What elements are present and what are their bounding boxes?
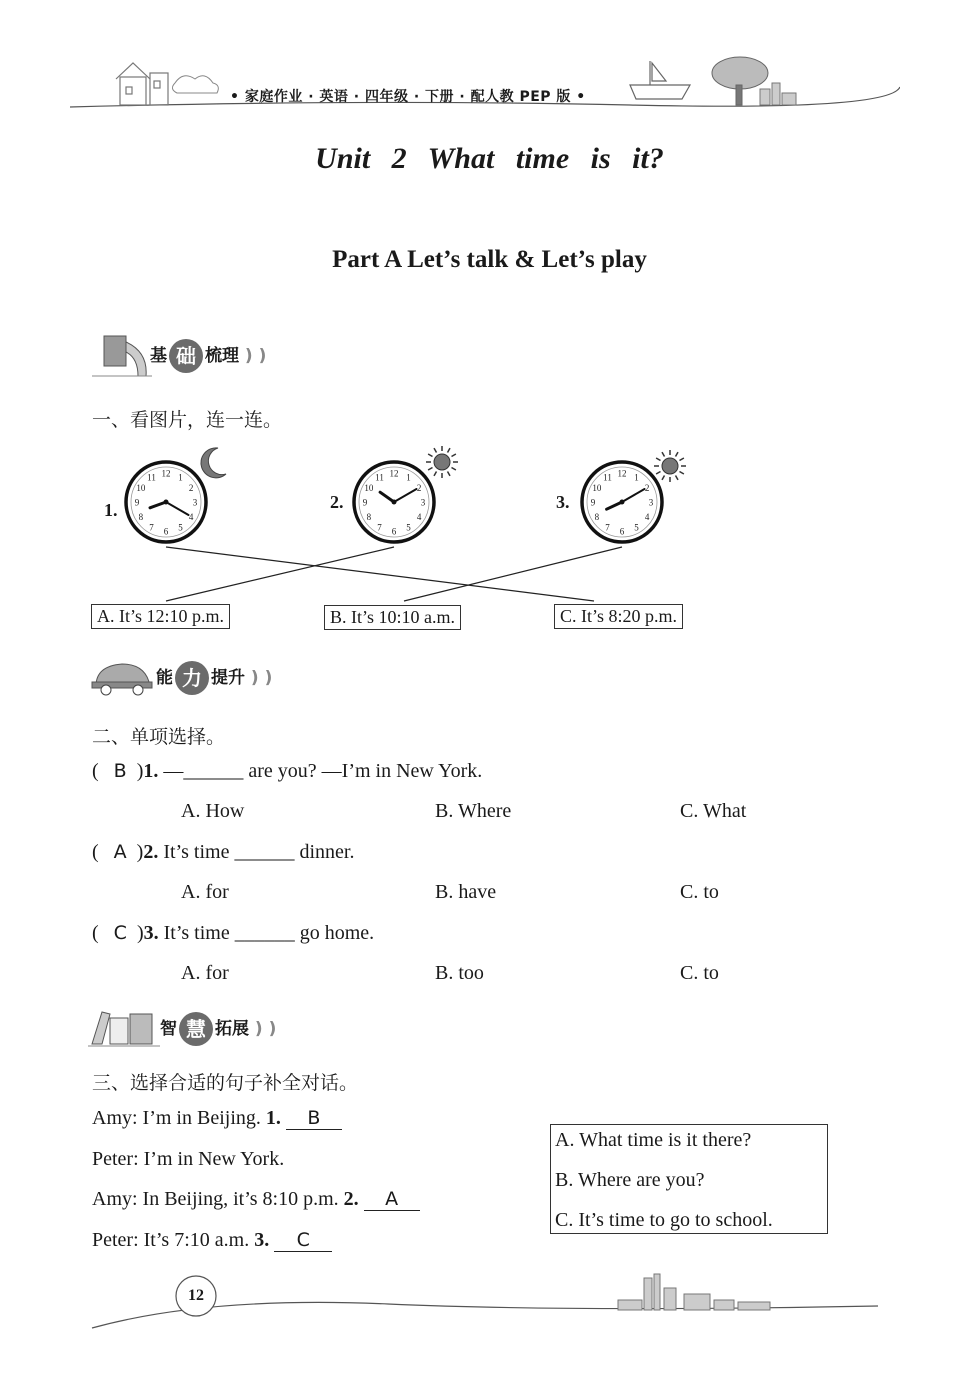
clock-number: 9 (134, 497, 140, 508)
clock-number: 3 (192, 497, 198, 508)
sun-icon (654, 450, 686, 482)
page-number: 12 (188, 1287, 204, 1304)
dialogue-option-c: C. It’s time to go to school. (555, 1209, 773, 1231)
unit-title: Unit 2 What time is it? (315, 142, 664, 175)
dialogue-line-2 (92, 1148, 284, 1171)
blank-num: 2. (343, 1188, 359, 1210)
clock-number: 7 (149, 522, 154, 533)
question-1: ( B )1. —______ are you? —I’m in New York. (92, 760, 483, 782)
clock-number: 6 (391, 526, 397, 537)
sun-icon (426, 446, 458, 478)
clock-number: 12 (389, 468, 399, 479)
clock-number: 1 (406, 472, 411, 483)
clock-number: 2 (644, 483, 650, 493)
option-c: C. What (680, 800, 747, 822)
match-line (166, 547, 594, 601)
badge-char-3: 提升 (211, 668, 245, 688)
dialogue-text: Amy: I’m in Beijing. (92, 1107, 261, 1129)
car-icon (90, 656, 156, 696)
badge-basic: 基 础 梳理 ) ) (150, 339, 266, 373)
clock-number: 2 (188, 483, 194, 493)
dialogue-text: Peter: I’m in New York. (92, 1148, 285, 1170)
option-a: A. How (181, 800, 245, 822)
dialogue-line-3 (92, 1188, 420, 1211)
badge-char-3: 梳理 (205, 346, 239, 366)
clock-number: 12 (617, 468, 627, 479)
clock-number: 11 (375, 472, 384, 483)
header-title: • 家庭作业 · 英语 · 四年级 · 下册 · 配人教 PEP 版 • (230, 89, 586, 105)
clock-number: 7 (605, 522, 610, 533)
clock-number: 10 (136, 483, 146, 493)
badge-improve: 能 力 提升 ) ) (156, 661, 272, 695)
boat-icon (630, 61, 690, 99)
dialogue-line-1 (92, 1107, 342, 1130)
dialogue-text: Peter: It’s 7:10 a.m. (92, 1229, 250, 1251)
answer-blank-3: C (274, 1229, 332, 1252)
slide-icon (92, 332, 152, 380)
clock-2 (354, 446, 458, 542)
cloud-icon (172, 76, 218, 93)
dialogue-line-4 (92, 1229, 332, 1252)
section1-title: 一、看图片，连一连。 (92, 409, 283, 431)
moon-icon (201, 448, 226, 478)
clock-number: 3 (648, 497, 654, 508)
answer-2: A (113, 841, 127, 863)
option-b: B. too (435, 962, 484, 984)
answer-3: C (113, 922, 127, 944)
badge-char-1: 智 (160, 1019, 177, 1039)
clock-number: 1 (634, 472, 639, 483)
option-a: A. for (181, 881, 229, 903)
house-icon (116, 63, 168, 105)
clock-label-3: 3. (556, 492, 570, 512)
question-text: It’s time ______ go home. (163, 922, 375, 944)
option-b: B. have (435, 881, 497, 903)
clock-label-1: 1. (104, 500, 118, 520)
badge-extend: 智 慧 拓展 ) ) (160, 1012, 276, 1046)
clock-number: 9 (362, 497, 368, 508)
badge-circle: 力 (175, 661, 209, 695)
blank-num: 3. (254, 1229, 270, 1251)
answer-blank-2: A (364, 1188, 420, 1211)
clock-number: 8 (138, 512, 144, 522)
clock-number: 2 (416, 483, 422, 493)
clock-number: 6 (619, 526, 625, 537)
question-num: 2. (143, 841, 159, 863)
clock-number: 5 (178, 522, 183, 533)
section3-title: 三、选择合适的句子补全对话。 (92, 1072, 359, 1094)
option-c: C. to (680, 962, 719, 984)
dialogue-text: Amy: In Beijing, it’s 8:10 p.m. (92, 1188, 339, 1210)
dialogue-option-b: B. Where are you? (555, 1169, 705, 1191)
clock-number: 8 (366, 512, 372, 522)
clock-number: 11 (147, 472, 156, 483)
clock-number: 7 (377, 522, 382, 533)
answer-1: B (113, 760, 127, 782)
clock-number: 10 (592, 483, 602, 493)
clock-number: 4 (644, 512, 650, 522)
clock-number: 3 (420, 497, 426, 508)
blank-num: 1. (265, 1107, 281, 1129)
time-option-c: C. It’s 8:20 p.m. (554, 604, 683, 629)
clock-label-2: 2. (330, 492, 344, 512)
books-icon (88, 1004, 160, 1048)
match-line (166, 547, 394, 601)
clock-number: 5 (406, 522, 411, 533)
clock-3 (582, 450, 686, 542)
option-a: A. for (181, 962, 229, 984)
clock-number: 9 (590, 497, 596, 508)
answer-blank-1: B (286, 1107, 342, 1130)
badge-circle: 慧 (179, 1012, 213, 1046)
options-box (550, 1124, 828, 1234)
question-text: It’s time ______ dinner. (163, 841, 355, 863)
clock-number: 5 (634, 522, 639, 533)
badge-char-1: 基 (150, 346, 167, 366)
clock-number: 8 (594, 512, 600, 522)
clock-number: 4 (416, 512, 422, 522)
question-2: ( A )2. It’s time ______ dinner. (92, 841, 355, 863)
part-title: Part A Let’s talk & Let’s play (332, 246, 647, 273)
badge-char-3: 拓展 (215, 1019, 249, 1039)
clock-number: 4 (188, 512, 194, 522)
option-c: C. to (680, 881, 719, 903)
section2-title: 二、单项选择。 (92, 726, 226, 748)
header-decoration (70, 55, 900, 115)
question-num: 1. (143, 760, 159, 782)
question-num: 3. (143, 922, 159, 944)
clock-number: 10 (364, 483, 374, 493)
clock-number: 6 (163, 526, 169, 537)
clock-number: 1 (178, 472, 183, 483)
clock-number: 12 (161, 468, 171, 479)
option-b: B. Where (435, 800, 512, 822)
clock-number: 11 (603, 472, 612, 483)
city-skyline-icon (618, 1274, 770, 1310)
clock-1 (126, 448, 226, 542)
dialogue-option-a: A. What time is it there? (555, 1129, 752, 1151)
time-option-b: B. It’s 10:10 a.m. (324, 605, 461, 630)
buildings-icon (760, 83, 796, 105)
question-3: ( C )3. It’s time ______ go home. (92, 922, 375, 944)
badge-char-1: 能 (156, 668, 173, 688)
time-option-a: A. It’s 12:10 p.m. (91, 604, 230, 629)
badge-circle: 础 (169, 339, 203, 373)
match-line (404, 547, 622, 601)
question-text: —______ are you? —I’m in New York. (163, 760, 483, 782)
